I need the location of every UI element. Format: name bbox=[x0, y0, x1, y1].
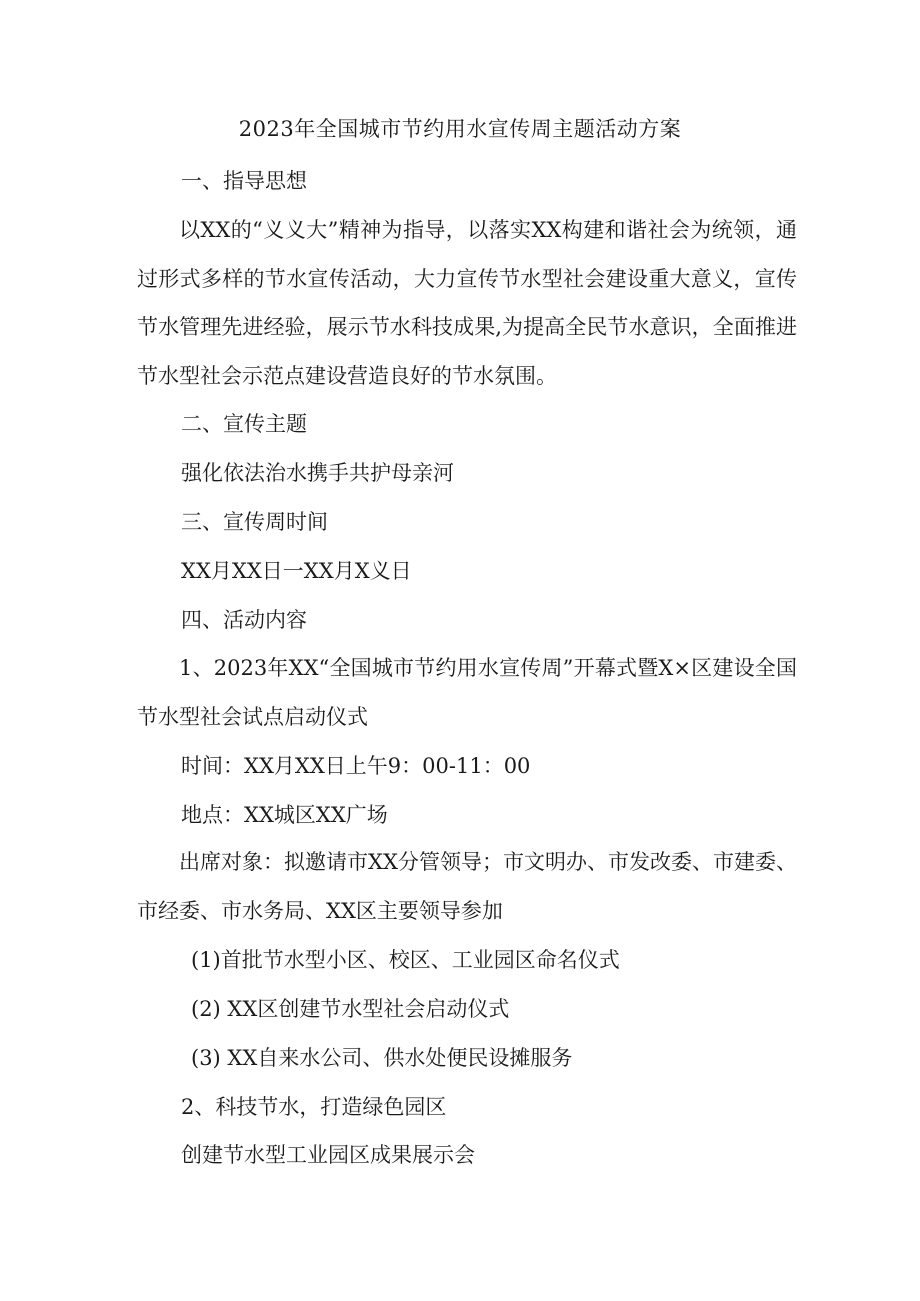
activity-item-1-sub-1: (1)首批节水型小区、校区、工业园区命名仪式 bbox=[191, 948, 620, 972]
activity-item-1-sub-2: (2) XX区创建节水型社会启动仪式 bbox=[191, 997, 510, 1021]
activity-item-1-sub-3: (3) XX自来水公司、供水处便民设摊服务 bbox=[191, 1046, 573, 1070]
section-heading-guiding-ideology: 一、指导思想 bbox=[181, 169, 307, 193]
activity-item-1-title: 1、2023年XX“全国城市节约用水宣传周”开幕式暨X×区建设全国节水型社会试点启动仪式 bbox=[137, 656, 797, 729]
section-heading-activities: 四、活动内容 bbox=[181, 608, 307, 632]
activity-item-1-place: 地点：XX城区XX广场 bbox=[181, 803, 388, 827]
activity-item-2-body: 创建节水型工业园区成果展示会 bbox=[181, 1143, 475, 1167]
activity-item-1-attendees: 出席对象：拟邀请市XX分管领导；市文明办、市发改委、市建委、市经委、市水务局、XX区主要领导参加 bbox=[137, 850, 797, 923]
section-body-period: XX月XX日一XX月X义日 bbox=[181, 559, 412, 583]
section-heading-period: 三、宣传周时间 bbox=[181, 510, 328, 534]
section-body-guiding-ideology: 以XX的“义义大”精神为指导，以落实XX构建和谐社会为统领，通过形式多样的节水宣传活动，大力宣传节水型社会建设重大意义，宣传节水管理先进经验，展示节水科技成果,为提高全民节水意识，全面推进节水型社会示范点建设营造良好的节水氛围。 bbox=[137, 218, 797, 388]
activity-item-1-time: 时间：XX月XX日上午9：00-11：00 bbox=[181, 754, 531, 778]
activity-item-2-title: 2、科技节水，打造绿色园区 bbox=[181, 1095, 447, 1119]
section-body-theme: 强化依法治水携手共护母亲河 bbox=[181, 461, 454, 485]
section-heading-theme: 二、宣传主题 bbox=[181, 412, 307, 436]
document-title: 2023年全国城市节约用水宣传周主题活动方案 bbox=[238, 117, 682, 141]
